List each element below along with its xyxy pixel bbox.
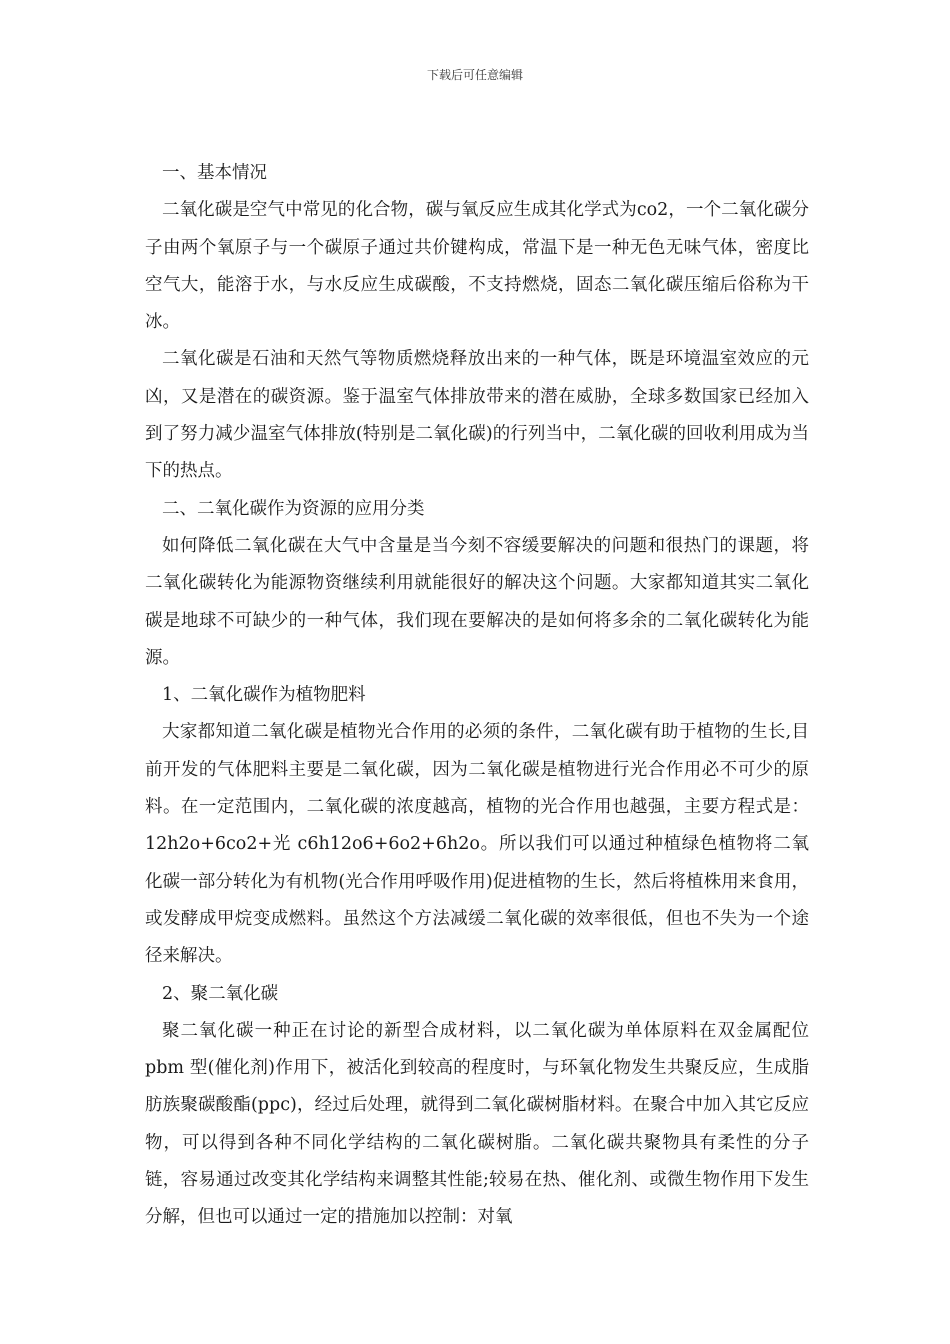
paragraph-poly-co2: 聚二氧化碳一种正在讨论的新型合成材料，以二氧化碳为单体原料在双金属配位 pbm 型(催化剂)作用下，被活化到较高的程度时，与环氧化物发生共聚反应，生成脂肪族聚碳酸酯(ppc)，经过后处理，就得到二氧化碳树脂材料。在聚合中加入其它反应物，可以得到各种不同化学结构的二氧化碳树脂。二氧化碳共聚物具有柔性的分子链，容易通过改变其化学结构来调整其性能;较易在热、催化剂、或微生物作用下发生分解，但也可以通过一定的措施加以控制：对氧 [145,1020,809,1228]
paragraph-co2-properties: 二氧化碳是空气中常见的化合物，碳与氧反应生成其化学式为co2，一个二氧化碳分子由两个氧原子与一个碳原子通过共价键构成，常温下是一种无色无味气体，密度比空气大，能溶于水，与水反应生成碳酸，不支持燃烧，固态二氧化碳压缩后俗称为干冰。 [145,200,809,333]
paragraph-reduce-co2: 如何降低二氧化碳在大气中含量是当今刻不容缓要解决的问题和很热门的课题，将二氧化碳转化为能源物资继续利用就能很好的解决这个问题。大家都知道其实二氧化碳是地球不可缺少的一种气体，我们现在要解决的是如何将多余的二氧化碳转化为能源。 [145,535,809,668]
section-heading-applications: 二、二氧化碳作为资源的应用分类 [162,498,425,519]
paragraph-plant-fertilizer: 大家都知道二氧化碳是植物光合作用的必须的条件，二氧化碳有助于植物的生长,目前开发的气体肥料主要是二氧化碳，因为二氧化碳是植物进行光合作用必不可少的原料。在一定范围内，二氧化碳的浓度越高，植物的光合作用也越强，主要方程式是：12h2o+6co2+光 c6h12o6+6o2+6h2o。所以我们可以通过种植绿色植物将二氧化碳一部分转化为有机物(光合作用呼吸作用)促进植物的生长，然后将植株用来食用，或发酵成甲烷变成燃料。虽然这个方法减缓二氧化碳的效率很低，但也不失为一个途径来解决。 [145,722,809,967]
document-body [145,155,809,1237]
section-heading-basic-info: 一、基本情况 [162,163,267,183]
paragraph-co2-greenhouse: 二氧化碳是石油和天然气等物质燃烧释放出来的一种气体，既是环境温室效应的元凶，又是潜在的碳资源。鉴于温室气体排放带来的潜在威胁，全球多数国家已经加入到了努力减少温室气体排放(特别是二氧化碳)的行列当中，二氧化碳的回收利用成为当下的热点。 [145,349,809,482]
subheading-plant-fertilizer: 1、二氧化碳作为植物肥料 [162,685,366,706]
page-header-note: 下载后可任意编辑 [426,68,523,82]
subheading-poly-co2: 2、聚二氧化碳 [162,983,279,1004]
